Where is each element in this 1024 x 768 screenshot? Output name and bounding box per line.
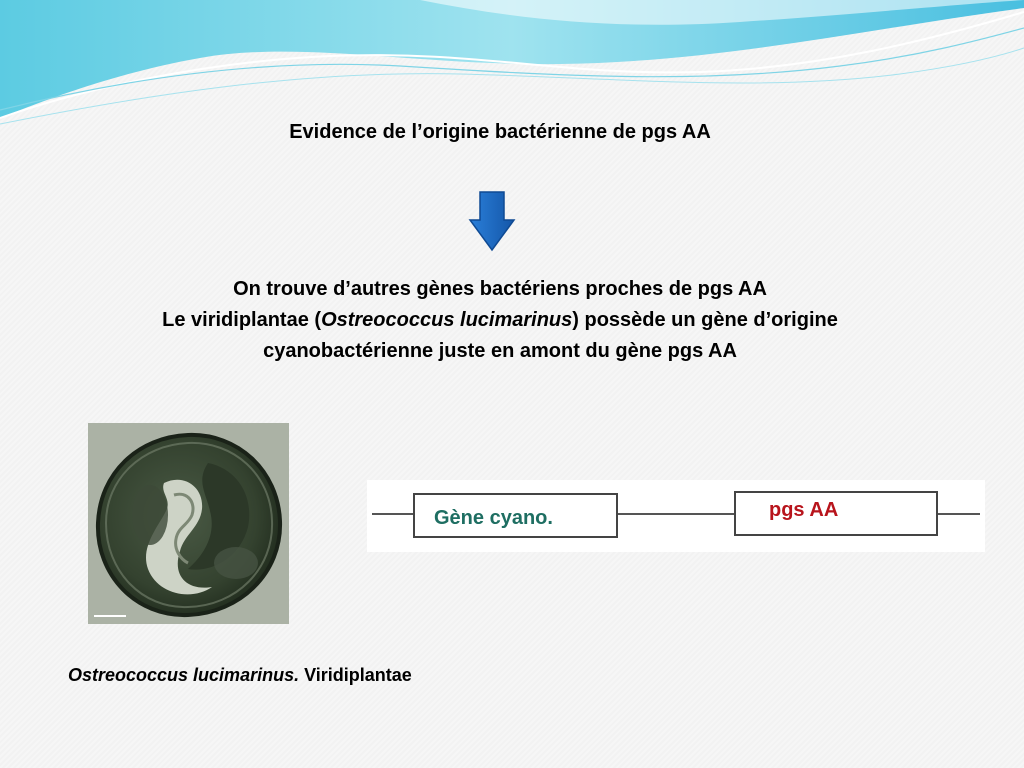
species-name: Ostreococcus lucimarinus — [321, 309, 573, 331]
paragraph-line-1: On trouve d’autres gènes bactériens proches de pgs AA — [233, 278, 767, 300]
slide-title: Evidence de l’origine bactérienne de pgs AA — [289, 121, 711, 143]
ostreococcus-micrograph-image — [88, 423, 289, 624]
image-caption — [68, 665, 412, 686]
paragraph-line-2 — [0, 305, 1000, 336]
paragraph-line-2-end: ) possède un gène d’origine — [572, 309, 838, 331]
header-wave-decoration — [0, 0, 1024, 130]
paragraph-line-2-start: Le viridiplantae ( — [162, 309, 322, 331]
caption-group: Viridiplantae — [299, 665, 412, 685]
gene-pgs-aa-box: pgs AA — [734, 491, 938, 536]
gene-cyano-box: Gène cyano. — [413, 493, 618, 538]
gene-order-diagram — [367, 480, 985, 552]
caption-species: Ostreococcus lucimarinus. — [68, 665, 300, 685]
main-paragraph — [0, 274, 1000, 367]
paragraph-line-3: cyanobactérienne juste en amont du gène pgs AA — [263, 340, 737, 362]
down-arrow-icon — [468, 190, 516, 252]
